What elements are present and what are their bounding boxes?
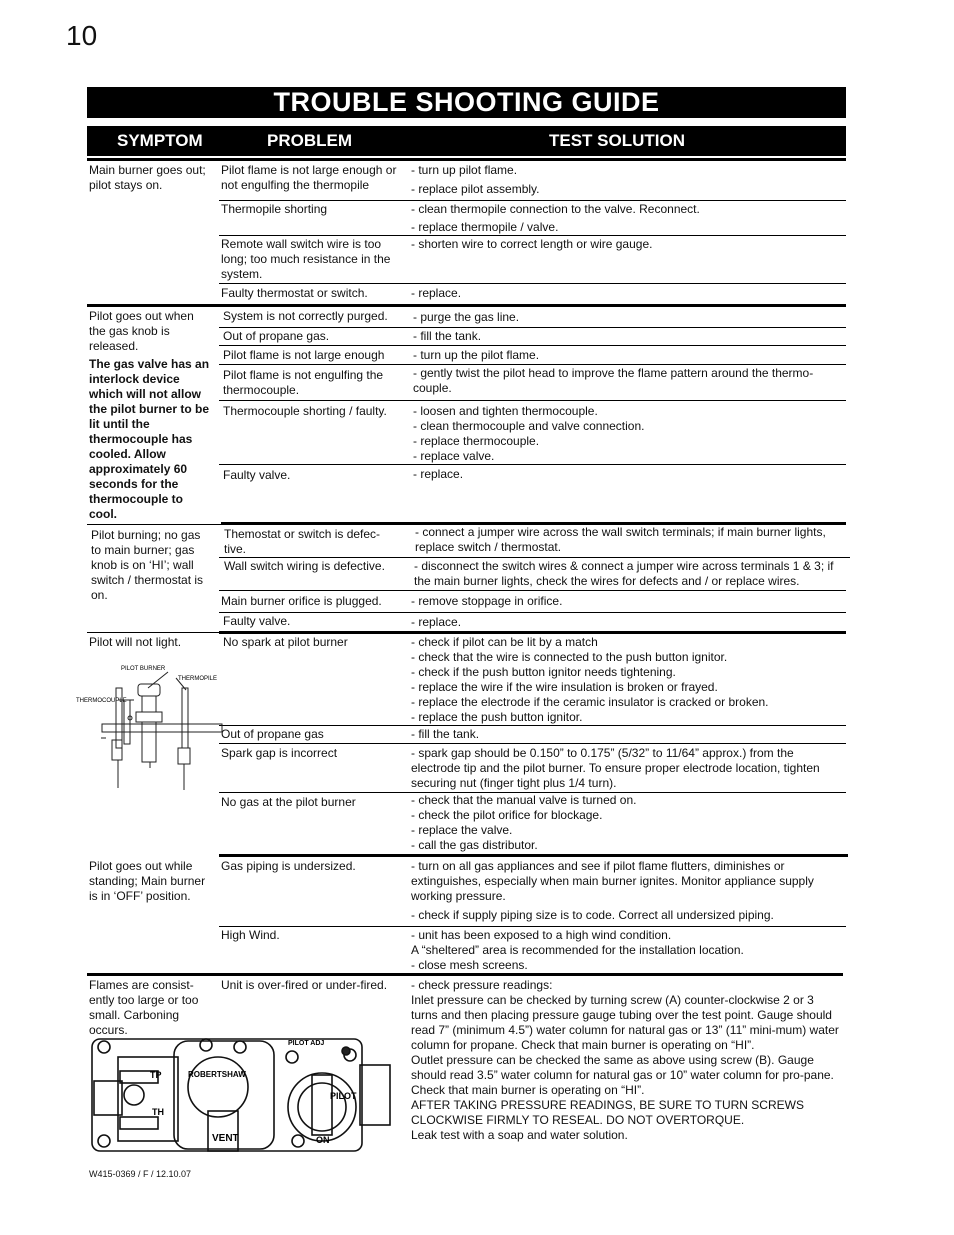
label-th: TH	[152, 1107, 164, 1117]
row-divider	[219, 464, 846, 465]
header-solution: TEST SOLUTION	[549, 131, 685, 150]
problem-text: Main burner orifice is plugged.	[221, 594, 382, 608]
problem-text: No spark at pilot burner	[223, 635, 348, 649]
solution-text: - disconnect the switch wires & connect a jumper wire across terminals 1 & 3; if the main burner lights, check the wires for defects and / or replace wires.	[414, 559, 834, 588]
problem-text: Faulty valve.	[223, 614, 291, 628]
problem-text: Unit is over-fired or under-fired.	[221, 978, 388, 992]
solution-text: - fill the tank.	[413, 329, 482, 343]
table-header	[87, 126, 846, 156]
label-pilot-burner: PILOT BURNER	[121, 666, 166, 672]
problem-text: Pilot flame is not large enough or not engulfing the thermopile	[221, 163, 397, 192]
solution-text: - close mesh screens.	[411, 958, 528, 972]
row-divider	[219, 557, 850, 558]
symptom-pilot-will-not-light: Pilot will not light.	[89, 635, 182, 649]
section-divider	[219, 631, 846, 634]
header-problem: PROBLEM	[267, 131, 352, 150]
row-divider	[219, 743, 846, 744]
label-thermopile: THERMOPILE	[178, 676, 218, 682]
solution-text: - turn on all gas appliances and see if pilot flame flutters, diminishes or extinguishes, especially when main burner ignites. Monitor appliance supply working pressure.	[411, 859, 814, 903]
section-divider	[87, 973, 843, 976]
solution-text: - replace pilot assembly.	[411, 182, 540, 196]
solution-text: - clean thermocouple and valve connection.	[413, 419, 645, 433]
solution-text: - check if supply piping size is to code. Correct all undersized piping.	[411, 908, 774, 922]
problem-text: Pilot flame is not large enough	[223, 348, 385, 362]
solution-text: A “sheltered” area is recommended for the installation location.	[411, 943, 744, 957]
problem-text: System is not correctly purged.	[223, 309, 388, 323]
section-divider	[87, 632, 219, 633]
solution-text: Outlet pressure can be checked the same as above using screw (B). Gauge should read 3.5” water column for natural gas or 10” water column for pro-pane. Check that main burner is operating on “HI”.	[411, 1053, 834, 1097]
solution-text: - spark gap should be 0.150” to 0.175” (5/32” to 11/64” approx.) from the electrode tip and the pilot burner. To ensure proper electrode location, tighten securing nut (finger tight plus 1/4 turn).	[411, 746, 820, 790]
solution-text: - replace valve.	[413, 449, 495, 463]
pilot-assembly-diagram	[76, 660, 226, 795]
row-divider	[219, 327, 846, 328]
problem-text: Wall switch wiring is defective.	[224, 559, 385, 573]
solution-text: - shorten wire to correct length or wire gauge.	[411, 237, 653, 251]
solution-text: AFTER TAKING PRESSURE READINGS, BE SURE TO TURN SCREWS CLOCKWISE FIRMLY TO RESEAL. DO NOT OVERTORQUE.	[411, 1098, 804, 1127]
solution-text: - check pressure readings:	[411, 978, 553, 992]
row-divider	[219, 400, 846, 401]
problem-text: Out of propane gas	[221, 727, 324, 741]
problem-text: Faulty valve.	[223, 468, 291, 482]
solution-text: - check if the push button ignitor needs tightening.	[411, 665, 676, 679]
solution-text: - purge the gas line.	[413, 310, 520, 324]
symptom-no-gas-main-burner: Pilot burning; no gas to main burner; gas knob is on ‘HI’; wall switch / thermostat is on.	[91, 528, 204, 602]
section-divider	[87, 524, 221, 525]
row-divider	[219, 200, 846, 201]
solution-text: Inlet pressure can be checked by turning screw (A) counter-clockwise 2 or 3 turns and then placing pressure gauge tubing over the test point. Gauge should read 7” (minimum 4.5”) water column for natural gas or 13” (11” mini-mum) water column for propane. Check that main burner is operating on “HI”.	[411, 993, 839, 1052]
interlock-note: The gas valve has an interlock device which will not allow the pilot burner to be lit until the thermocouple has cooled. Allow approximately 60 seconds for the thermocouple to cool.	[89, 357, 210, 521]
label-thermocouple: THERMOCOUPLE	[76, 698, 127, 704]
solution-text: - turn up pilot flame.	[411, 163, 518, 177]
header-symptom: SYMPTOM	[117, 131, 203, 150]
solution-text: - check that the manual valve is turned on.	[411, 793, 637, 807]
problem-text: Remote wall switch wire is too long; too much resistance in the system.	[221, 237, 391, 281]
solution-text: - check the pilot orifice for blockage.	[411, 808, 603, 822]
row-divider	[219, 364, 846, 365]
row-divider	[219, 235, 846, 236]
row-divider	[219, 926, 846, 927]
solution-text: - replace the push button ignitor.	[411, 710, 583, 724]
symptom-main-burner-out: Main burner goes out; pilot stays on.	[89, 163, 206, 192]
row-divider	[219, 612, 846, 613]
document-code: W415-0369 / F / 12.10.07	[89, 1169, 192, 1179]
problem-text: Out of propane gas.	[223, 329, 330, 343]
solution-text: - fill the tank.	[411, 727, 480, 741]
problem-text: Thermopile shorting	[221, 202, 328, 216]
solution-text: - clean thermopile connection to the valve. Reconnect.	[411, 202, 700, 216]
symptom-pilot-goes-out: Pilot goes out when the gas knob is released.	[89, 309, 194, 353]
solution-text: - remove stoppage in orifice.	[411, 594, 563, 608]
solution-text: - replace thermocouple.	[413, 434, 540, 448]
page-title: TROUBLE SHOOTING GUIDE	[87, 87, 846, 118]
problem-text: Thermocouple shorting / faulty.	[223, 404, 387, 418]
solution-text: - connect a jumper wire across the wall switch terminals; if main burner lights, replace switch / thermostat.	[415, 525, 826, 554]
solution-text: - replace.	[413, 467, 464, 481]
label-pilot: PILOT	[330, 1091, 357, 1101]
solution-text: - replace.	[411, 615, 462, 629]
solution-text: - loosen and tighten thermocouple.	[413, 404, 598, 418]
problem-text: Faulty thermostat or switch.	[221, 286, 368, 300]
solution-text: - gently twist the pilot head to improve the flame pattern around the thermo-couple.	[413, 366, 814, 395]
solution-text: - turn up the pilot flame.	[413, 348, 540, 362]
solution-text: - replace thermopile / valve.	[411, 220, 559, 234]
solution-text: - check that the wire is connected to the push button ignitor.	[411, 650, 728, 664]
symptom-pilot-out-standing: Pilot goes out while standing; Main burner is in ‘OFF’ position.	[89, 859, 206, 903]
section-divider	[87, 158, 846, 161]
solution-text: - replace the valve.	[411, 823, 513, 837]
label-pilot-adj: PILOT ADJ	[288, 1040, 325, 1047]
solution-text: Leak test with a soap and water solution.	[411, 1128, 628, 1142]
problem-text: High Wind.	[221, 928, 280, 942]
page-number: 10	[66, 20, 98, 51]
solution-text: - check if pilot can be lit by a match	[411, 635, 598, 649]
row-divider	[219, 345, 846, 346]
label-vent: VENT	[212, 1133, 239, 1144]
solution-text: - replace the wire if the wire insulation is broken or frayed.	[411, 680, 718, 694]
solution-text: - unit has been exposed to a high wind condition.	[411, 928, 672, 942]
row-divider	[219, 590, 846, 591]
problem-text: Themostat or switch is defec-tive.	[224, 527, 381, 556]
symptom-flames-too-large: Flames are consist-ently too large or too small. Carboning occurs.	[89, 978, 199, 1037]
problem-text: Spark gap is incorrect	[221, 746, 338, 760]
label-on: ON	[316, 1135, 330, 1145]
label-tp: TP	[150, 1070, 162, 1080]
solution-text: - call the gas distributor.	[411, 838, 538, 852]
section-divider	[219, 854, 848, 857]
problem-text: No gas at the pilot burner	[221, 795, 356, 809]
label-robertshaw: ROBERTSHAW	[188, 1070, 246, 1079]
section-divider	[87, 304, 846, 307]
row-divider	[219, 725, 846, 726]
gas-valve-diagram	[90, 1035, 395, 1157]
solution-text: - replace.	[411, 286, 462, 300]
problem-text: Gas piping is undersized.	[221, 859, 356, 873]
problem-text: Pilot flame is not engulfing the thermocouple.	[223, 368, 384, 397]
row-divider	[219, 283, 846, 284]
solution-text: - replace the electrode if the ceramic insulator is cracked or broken.	[411, 695, 769, 709]
